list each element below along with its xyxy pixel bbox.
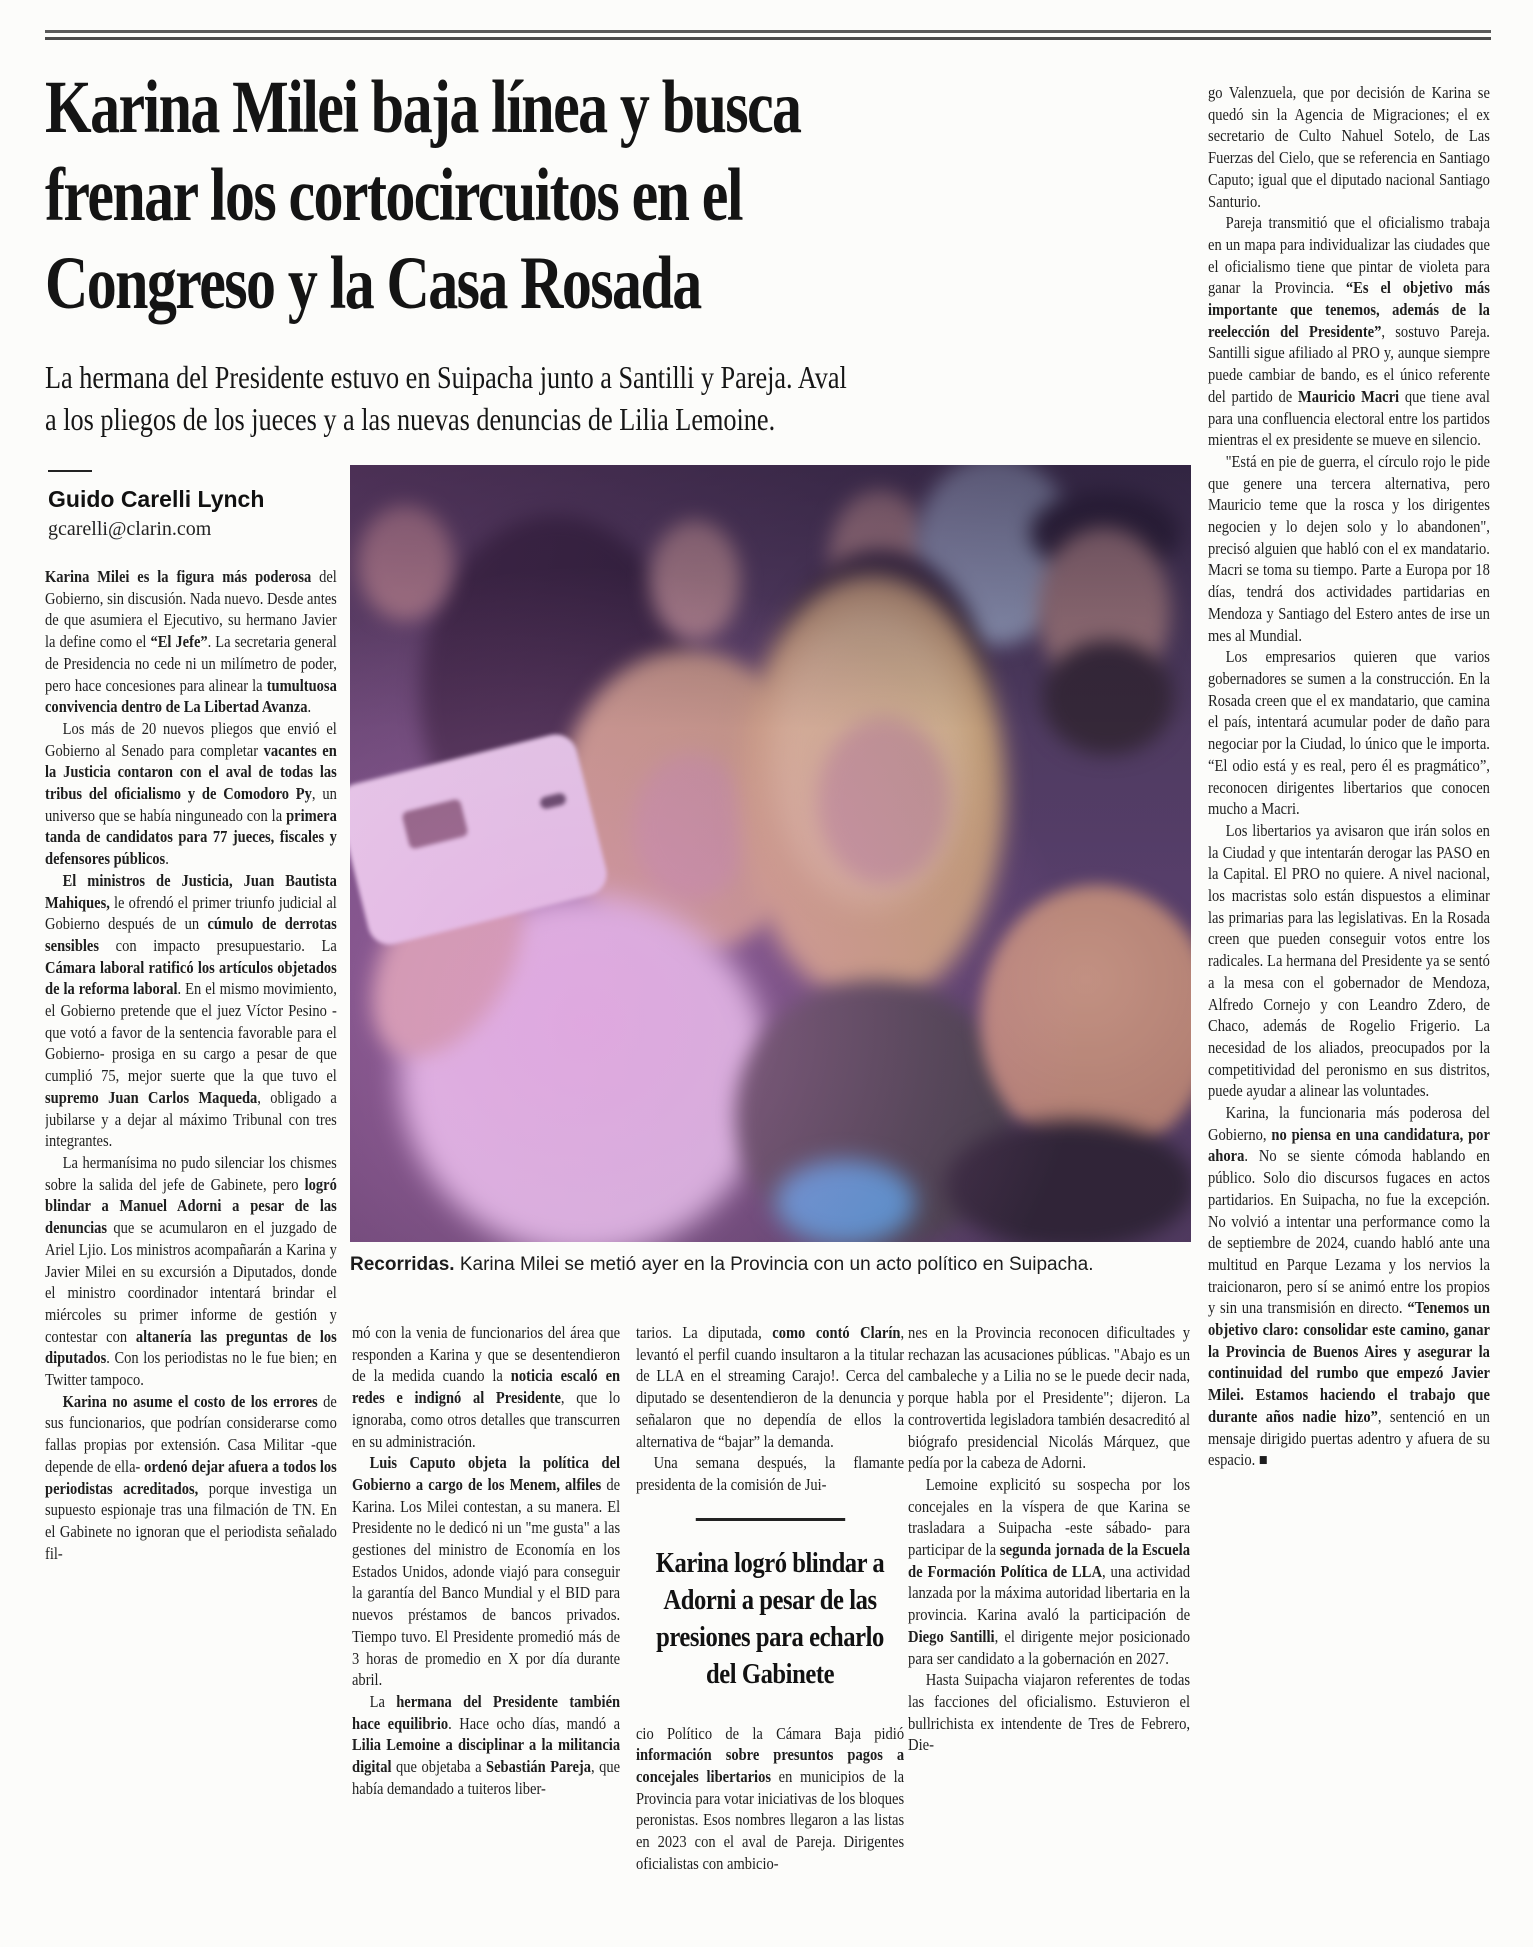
caption-lead: Recorridas. [350,1254,455,1275]
paragraph: Lemoine explicitó su sospecha por los concejales en la víspera de que Karina se trasladara a Suipacha -este sábado- para participar de la segunda jornada de la Escuela de Formación Política de LLA, una actividad lanzada por la máxima autoridad libertaria en la provincia. Karina avaló la participación de Diego Santilli, el dirigente mejor posicionado para ser candidato a la gobernación en 2027. [908,1474,1191,1668]
photo-caption [350,1254,1191,1276]
body-column-bottom-1 [352,1322,620,1947]
bottom2-after [636,1723,904,1875]
body-column-bottom-2 [636,1322,904,1947]
pull-quote-rule [695,1518,844,1521]
paragraph: Karina Milei es la figura más poderosa del Gobierno, sin discusión. Nada nuevo. Desde antes de que asumiera el Ejecutivo, su hermano Javier la define como el “El Jefe”. La secretaria general de Presidencia no cede ni un milímetro de poder, pero hace concesiones para alinear la tumultuosa convivencia dentro de La Libertad Avanza. [45,567,337,717]
paragraph: tarios. La diputada, como contó Clarín, levantó el perfil cuando insultaron a la titular de LLA en el streaming Carajo!. Cerca del diputado se desentendieron de la denuncia y señalaron que no dependía de ellos la alternativa de “bajar” la demanda. [636,1323,905,1451]
body-column-left [45,566,337,1944]
paragraph: Hasta Suipacha viajaron referentes de todas las facciones del oficialismo. Estuvieron el bullrichista ex intendente de Tres de Febrero, Die- [908,1670,1191,1755]
photo-purple-wash [350,465,1191,1242]
pull-quote-line: presiones para echarlo [656,1621,884,1653]
bottom2-before [636,1322,904,1496]
paragraph: nes en la Provincia reconocen dificultades y rechazan las acusaciones públicas. "Abajo es un cambaleche y a Lilia no se le puede decir nada, porque habla por el Presidente"; dijeron. La controvertida legisladora también desacreditó al biógrafo presidencial Nicolás Márquez, que pedía por la cabeza de Adorni. [908,1323,1191,1473]
headline [45,64,1005,328]
pull-quote [636,1518,904,1693]
paragraph: La hermana del Presidente también hace equilibrio. Hace ocho días, mandó a Lilia Lemoine a disciplinar a la militancia digital que objetaba a Sebastián Pareja, que había demandado a tuiteros liber- [352,1691,621,1798]
headline-line: Congreso y la Casa Rosada [45,242,701,325]
deck-line: a los pliegos de los jueces y a las nuevas denuncias de Lilia Lemoine. [45,401,776,437]
deck-line: La hermana del Presidente estuvo en Suipacha junto a Santilli y Pareja. Aval [45,359,847,395]
article-photo [350,465,1191,1242]
paragraph: Los más de 20 nuevos pliegos que envió el Gobierno al Senado para completar vacantes en la Justicia contaron con el aval de todas las tribus del oficialismo y de Comodoro Py, un universo que se había ninguneado con la primera tanda de candidatos para 77 jueces, fiscales y defensores públicos. [45,718,337,869]
paragraph: Karina, la funcionaria más poderosa del Gobierno, no piensa en una candidatura, por ahora. No se siente cómoda hablando en público. Solo dio discursos fugaces en actos partidarios. En Suipacha, no fue la excepción. No volvió a intentar una performance como la de septiembre de 2024, cuando habló ante una multitud en Parque Lezama y los nervios la traicionaron, pero sí se animó entre los propios y sin una transmisión en directo. “Tenemos un objetivo claro: consolidar este camino, ganar la Provincia de Buenos Aires y asegurar la continuidad del rumbo que empezó Javier Milei. Estamos haciendo el trabajo que durante años nadie hizo”, sentenció en un mensaje dirigido puertas adentro y afuera de su espacio. ■ [1208,1103,1490,1470]
byline-rule [48,470,92,472]
paragraph: Pareja transmitió que el oficialismo trabaja en un mapa para individualizar las ciudades que el oficialismo tiene que pintar de violeta para ganar la Provincia. “Es el objetivo más importante que tenemos, además de la reelección del Presidente”, sostuvo Pareja. Santilli sigue afiliado al PRO y, aunque siempre puede cambiar de bando, es el único referente del partido de Mauricio Macri que tiene aval para una confluencia electoral entre los partidos mientras el ex presidente se mueve en silencio. [1208,213,1490,450]
body-column-bottom-3 [908,1322,1190,1947]
paragraph: Karina no asume el costo de los errores de sus funcionarios, que podrían considerarse como fallas propias por extensión. Casa Militar -que depende de ella- ordenó dejar afuera a todos los periodistas acreditados, porque investiga un supuesto espionaje tras una filmación de TN. En el Gabinete no ignoran que el periodista señalado fil- [45,1391,337,1563]
paragraph: cio Político de la Cámara Baja pidió información sobre presuntos pagos a concejales libertarios en municipios de la Provincia para votar iniciativas de los bloques peronistas. Esos nombres llegaron a las listas en 2023 con el aval de Pareja. Dirigentes oficialistas con ambicio- [636,1723,905,1873]
paragraph: Los empresarios quieren que varios gobernadores se sumen a la construcción. En la Rosada creen que el ex mandatario, que camina el país, intentará acumular poder de daño para negociar por la Ciudad, lo único que le importa. “El odio está y es real, pero él es pragmático”, reconocen dirigentes libertarios que conocen mucho a Macri. [1208,647,1490,819]
headline-line: frenar los cortocircuitos en el [45,154,742,237]
paragraph: Luis Caputo objeta la política del Gobierno a cargo de los Menem, alfiles de Karina. Los Milei contestan, a su manera. El Presidente no le dedicó ni un "me gusta" a las gestiones del ministro de Economía en los Estados Unidos, adonde viajó para conseguir la garantía del Banco Mundial y el BID para nuevos préstamos de bancos privados. Tiempo tuvo. El Presidente promedió más de 3 horas de promedio en X por día durante abril. [352,1453,621,1690]
paragraph: mó con la venia de funcionarios del área que responden a Karina y que se desentendieron de la medida cuando la noticia escaló en redes e indignó al Presidente, que lo ignoraba, como otros detalles que transcurren en su administración. [352,1323,621,1451]
pull-quote-line: del Gabinete [706,1658,835,1690]
paragraph: Una semana después, la flamante presidenta de la comisión de Jui- [636,1453,905,1494]
byline-email: gcarelli@clarin.com [48,518,212,540]
paragraph: El ministros de Justicia, Juan Bautista Mahiques, le ofrendó el primer triunfo judicial al Gobierno después de un cúmulo de derrotas sensibles con impacto presupuestario. La Cámara laboral ratificó los artículos objetados de la reforma laboral. En el mismo movimiento, el Gobierno pretende que el juez Víctor Pesino -que votó a favor de la sentencia favorable para el Gobierno- prosiga en su cargo a pesar de que cumplió 75, mejor suerte que la que tuvo el supremo Juan Carlos Maqueda, obligado a jubilarse y a dejar al máximo Tribunal con tres integrantes. [45,870,337,1151]
paragraph: "Está en pie de guerra, el círculo rojo le pide que genere una tercera alternativa, pero Mauricio teme que la rosca y los dirigentes negocien y lo dejen solo y lo abandonen", precisó alguien que habló con el ex mandatario. Macri se toma su tiempo. Parte a Europa por 18 días, tendrá dos actividades partidarias en Mendoza y Santiago del Estero antes de irse un mes al Mundial. [1208,451,1490,645]
paragraph: Los libertarios ya avisaron que irán solos en la Ciudad y que intentarán derogar las PASO en la Capital. El PRO no quiere. A nivel nacional, los macristas solo están dispuestos a eliminar las primarias para las legislativas. En la Rosada creen que pueden conseguir votos entre los radicales. La hermana del Presidente ya se sentó a la mesa con el gobernador de Mendoza, Alfredo Cornejo y con Leandro Zdero, de Chaco, además de Rogelio Frigerio. La necesidad de los aliados, preocupados por la competitividad del peronismo en sus distritos, puede ayudar a alinear las voluntades. [1208,820,1490,1101]
caption-text: Karina Milei se metió ayer en la Provincia con un acto político en Suipacha. [454,1254,1094,1275]
pull-quote-line: Adorni a pesar de las [663,1584,877,1616]
byline-author: Guido Carelli Lynch [48,486,265,512]
paragraph: La hermanísima no pudo silenciar los chismes sobre la salida del jefe de Gabinete, pero logró blindar a Manuel Adorni a pesar de las denuncias que se acumularon en el juzgado de Ariel Ljio. Los ministros acompañarán a Karina y Javier Milei en su excursión a Diputados, donde el ministro coordinador intentará brindar el miércoles su primer informe de gestión y contestar con altanería las preguntas de los diputados. Con los periodistas no le fue bien; en Twitter tampoco. [45,1152,337,1390]
paragraph: go Valenzuela, que por decisión de Karina se quedó sin la Agencia de Migraciones; el ex secretario de Culto Nahuel Sotelo, de Las Fuerzas del Cielo, que se referencia en Santiago Caputo; igual que el diputado nacional Santiago Santurio. [1208,83,1490,211]
headline-line: Karina Milei baja línea y busca [45,66,801,149]
byline [48,470,340,541]
deck [45,356,1005,440]
top-double-rule [45,30,1491,40]
pull-quote-line: Karina logró blindar a [655,1547,885,1579]
body-column-right [1208,82,1490,1944]
